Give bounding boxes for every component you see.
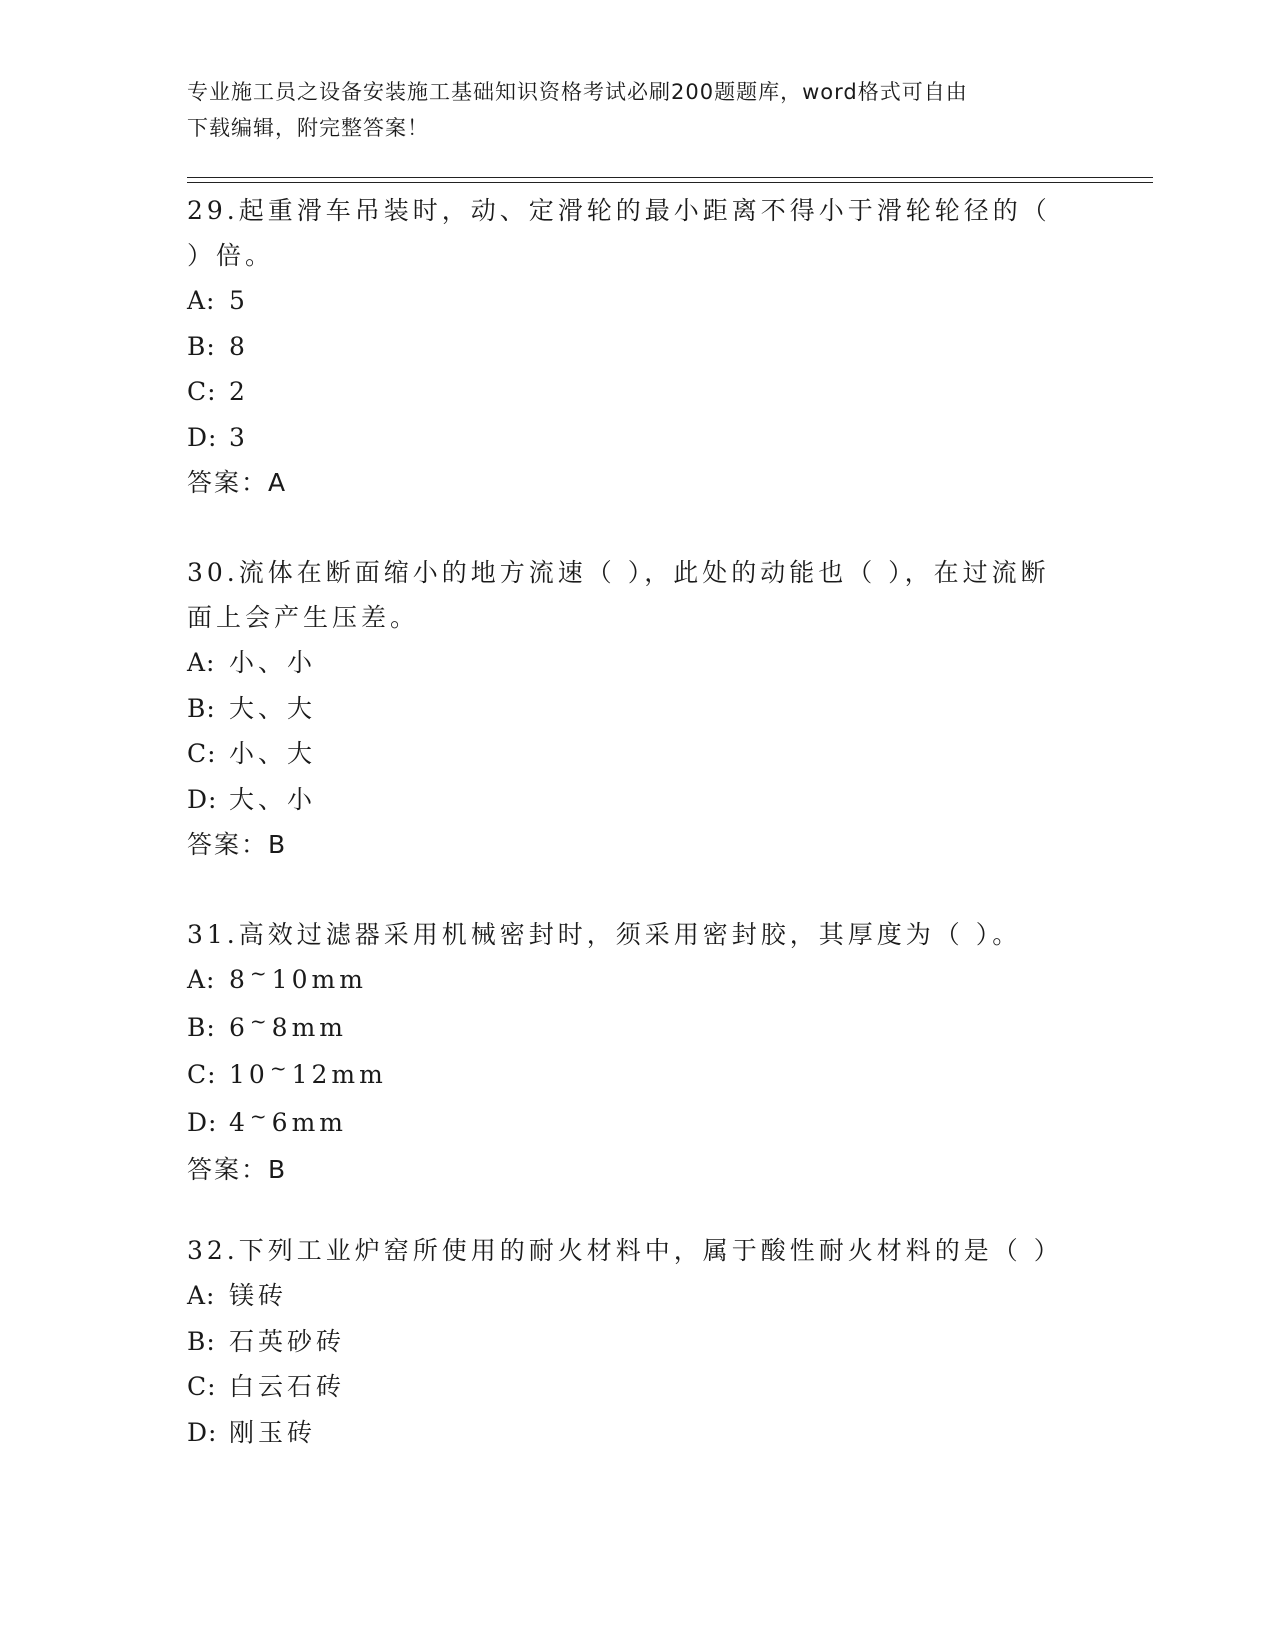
option-value — [229, 961, 367, 994]
range-end: 8mm — [271, 1012, 347, 1042]
option-c — [187, 731, 1087, 777]
option-key: A: — [187, 965, 216, 994]
option-d — [187, 1100, 1087, 1148]
question-text-line-2: 面上会产生压差。 — [187, 603, 420, 632]
option-b — [187, 324, 1087, 370]
option-d — [187, 777, 1087, 823]
option-key: C: — [187, 377, 217, 406]
question-text-line-1: 32.下列工业炉窑所使用的耐火材料中，属于酸性耐火材料的是（ ） — [187, 1236, 1063, 1265]
option-value: 刚玉砖 — [229, 1417, 317, 1447]
question-30 — [187, 550, 1087, 867]
header-line-1: 专业施工员之设备安装施工基础知识资格考试必刷200题题库，word格式可自由 — [187, 80, 968, 104]
range-end: 12mm — [291, 1060, 387, 1089]
option-key: C: — [187, 1372, 217, 1401]
option-a — [187, 640, 1087, 686]
option-key: C: — [187, 1060, 217, 1089]
option-key: D: — [187, 422, 218, 452]
document-header — [187, 74, 1087, 146]
range-start: 6 — [229, 1012, 249, 1042]
option-value: 8 — [229, 331, 249, 361]
option-value — [229, 1056, 387, 1089]
range-start: 8 — [229, 965, 249, 994]
option-key: A: — [187, 1281, 216, 1310]
option-value: 小、大 — [229, 739, 317, 768]
option-d — [187, 1410, 1087, 1456]
option-key: A: — [187, 286, 216, 315]
option-b — [187, 686, 1087, 732]
option-value: 大、大 — [229, 693, 317, 723]
option-a — [187, 957, 1087, 1005]
option-value — [229, 1008, 347, 1042]
option-key: D: — [187, 784, 218, 814]
header-divider-bottom — [187, 182, 1153, 183]
option-key: A: — [187, 648, 216, 677]
header-line-2: 下载编辑，附完整答案！ — [187, 116, 429, 140]
question-29 — [187, 188, 1087, 505]
option-key: D: — [187, 1107, 218, 1137]
range-start: 4 — [229, 1107, 249, 1137]
question-31 — [187, 912, 1087, 1192]
option-key: B: — [187, 331, 216, 361]
option-a — [187, 1273, 1087, 1319]
option-value — [229, 1103, 347, 1137]
option-a — [187, 278, 1087, 324]
answer-line: 答案：B — [187, 830, 288, 859]
answer-line: 答案：B — [187, 1155, 288, 1184]
range-tilde: ~ — [249, 1008, 271, 1033]
option-value: 5 — [229, 286, 249, 315]
option-key: B: — [187, 1012, 216, 1042]
range-end: 6mm — [271, 1107, 347, 1137]
option-value: 白云石砖 — [229, 1372, 346, 1401]
option-c — [187, 1052, 1087, 1100]
range-tilde: ~ — [249, 1103, 271, 1128]
option-value: 3 — [229, 422, 249, 452]
option-value: 石英砂砖 — [229, 1326, 346, 1356]
option-value: 镁砖 — [229, 1281, 288, 1310]
option-b — [187, 1319, 1087, 1365]
question-text-line-1: 31.高效过滤器采用机械密封时，须采用密封胶，其厚度为（ ）。 — [187, 920, 1022, 949]
header-divider-top — [187, 177, 1153, 178]
range-tilde: ~ — [269, 1056, 291, 1080]
option-d — [187, 415, 1087, 461]
answer-line: 答案：A — [187, 468, 288, 497]
option-c — [187, 369, 1087, 415]
option-value: 大、小 — [229, 784, 317, 814]
option-c — [187, 1364, 1087, 1410]
option-key: B: — [187, 693, 216, 723]
question-text-line-2: ）倍。 — [187, 241, 275, 270]
question-32 — [187, 1228, 1087, 1455]
question-text-line-1: 30.流体在断面缩小的地方流速（ ），此处的动能也（ ），在过流断 — [187, 558, 1050, 587]
option-key: D: — [187, 1417, 218, 1447]
option-key: B: — [187, 1326, 216, 1356]
range-tilde: ~ — [249, 961, 271, 985]
option-b — [187, 1005, 1087, 1053]
option-value: 2 — [229, 377, 249, 406]
range-start: 10 — [229, 1060, 269, 1089]
question-text-line-1: 29.起重滑车吊装时，动、定滑轮的最小距离不得小于滑轮轮径的（ — [187, 196, 1051, 225]
option-key: C: — [187, 739, 217, 768]
option-value: 小、小 — [229, 648, 317, 677]
range-end: 10mm — [271, 965, 367, 994]
